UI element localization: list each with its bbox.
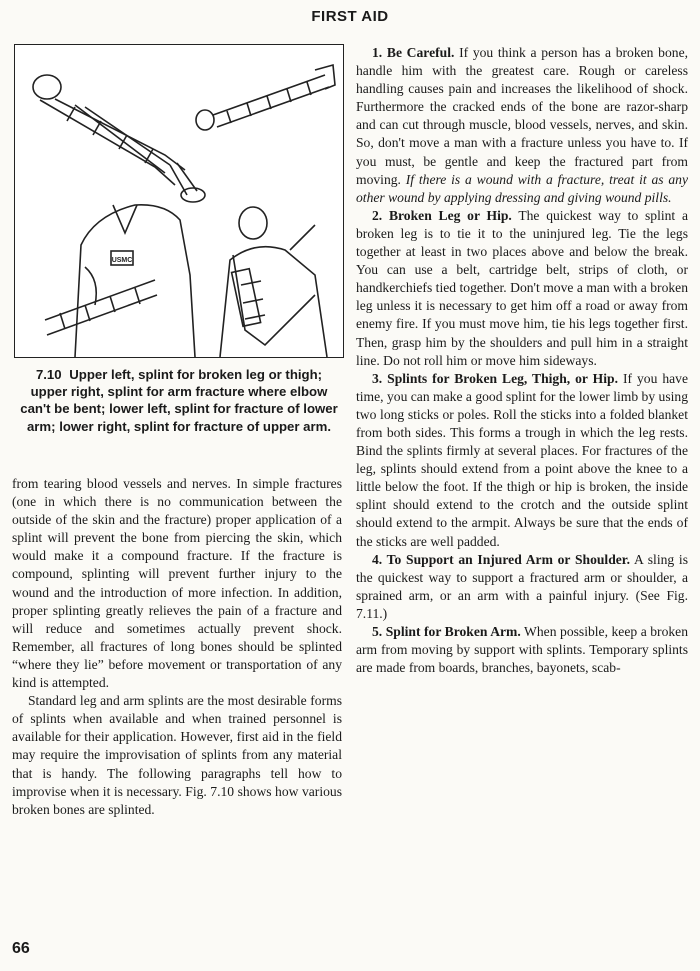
figure-illustration bbox=[14, 44, 344, 358]
leg-splint-drawing bbox=[33, 75, 205, 202]
figure-caption-text: Upper left, splint for broken leg or thigh; upper right, splint for arm fracture where elbow can't be bent; lower left, splint for fracture of lower arm; lower right, splint for fracture of upper arm. bbox=[20, 367, 338, 434]
paragraph-continued: from tearing blood vessels and nerves. In simple fractures (one in which there is no communication between the outside of the skin and the fracture) proper application of a splint will prevent the bone from piercing the skin, which would make it a compound fracture. If the fracture is compound, splinting will prevent further injury to the wound and the introduction of more infection. In addition, proper splinting greatly relieves the pain of a fracture and will reduce and sometimes actually prevent shock. Remember, all fractures of long bones should be splinted “where they lie” before movement or transportation of any kind is attempted. bbox=[12, 476, 342, 691]
right-column bbox=[356, 44, 688, 677]
section-heading: 5. Splint for Broken Arm. bbox=[372, 624, 521, 639]
section-text: If you have time, you can make a good splint for the lower limb by using two long sticks or poles. Roll the sticks into a folded blanket from both sides. This forms a trough in which the leg rests. Bind the splints firmly at several places. For fractures of the leg, splints should extend from a point above the knee to a little below the foot. If the thigh or hip is broken, the inside splint should extend to the crotch and the outside splint should extend to the armpit. Always be sure that the ends of the sticks are well padded. bbox=[356, 370, 688, 549]
section-be-careful bbox=[356, 44, 688, 207]
left-column bbox=[12, 475, 342, 819]
figure-number: 7.10 bbox=[35, 367, 62, 382]
section-text: The quickest way to splint a broken leg is to tie it to the uninjured leg. Tie the legs together at least in two places above and below the break. You can use a belt, cartridge belt, strips of cloth, or handkerchiefs tied together. Don't move a man with a broken leg unless it is necessary to get him off a road or away from enemy fire. If you must move him, tie his legs together first. Then, grasp him by the shoulders and pull him in a straight line. Do not roll him or move him sideways. bbox=[356, 207, 688, 368]
section-broken-arm bbox=[356, 623, 688, 677]
lower-arm-splint-drawing bbox=[45, 205, 195, 357]
arm-fracture-elbow-drawing bbox=[196, 65, 335, 130]
section-heading: 2. Broken Leg or Hip. bbox=[372, 207, 512, 223]
figure-caption bbox=[20, 366, 338, 435]
paragraph-standard-splints: Standard leg and arm splints are the most desirable forms of splints when available and when trained personnel is available for their application. However, first aid in the field may require the improvisation of splints from any material that is handy. The following paragraphs tell how to improvise when it is necessary. Fig. 7.10 shows how various broken bones are splinted. bbox=[12, 693, 342, 817]
section-text: If you think a person has a broken bone, handle him with the greatest care. Rough or careless handling causes pain and increases the likelihood of shock. Furthermore the cracked ends of the bone are razor-sharp and can cut through muscle, blood vessels, nerves, and skin. So, don't move a man with a fracture unless you have to. If you must, be gentle and keep the fractured part from moving. bbox=[356, 45, 688, 187]
section-splints-leg bbox=[356, 370, 688, 551]
section-heading: 1. Be Careful. bbox=[372, 45, 455, 60]
section-broken-leg-hip bbox=[356, 207, 688, 370]
section-italic-text: If there is a wound with a fracture, treat it as any other wound by applying dressing and giving wound pills. bbox=[356, 171, 688, 205]
section-heading: 3. Splints for Broken Leg, Thigh, or Hip. bbox=[372, 370, 618, 386]
section-injured-arm bbox=[356, 551, 688, 623]
usmc-badge-text: USMC bbox=[111, 257, 133, 264]
section-text: A sling is the quickest way to support a fractured arm or shoulder, a sprained arm, or an arm with a painful injury. (See Fig. 7.11.) bbox=[356, 551, 688, 621]
running-header: FIRST AID bbox=[311, 8, 389, 25]
page-number: 66 bbox=[12, 940, 30, 957]
section-text: When possible, keep a broken arm from moving by support with splints. Temporary splints are made from boards, branches, bayonets, scab- bbox=[356, 624, 688, 676]
section-heading: 4. To Support an Injured Arm or Shoulder. bbox=[372, 551, 630, 567]
splint-drawings bbox=[15, 45, 343, 357]
upper-arm-splint-drawing bbox=[220, 207, 327, 357]
